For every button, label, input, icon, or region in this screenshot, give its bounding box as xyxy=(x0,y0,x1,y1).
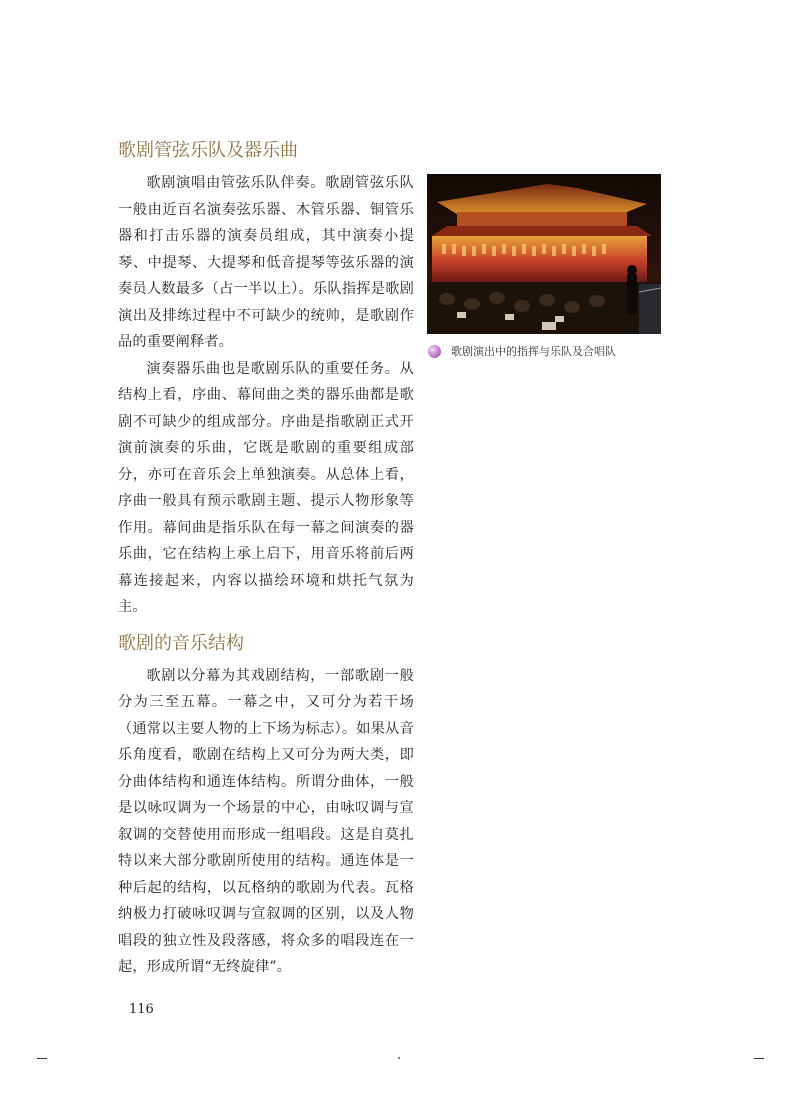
section-heading-orchestra: 歌剧管弦乐队及器乐曲 xyxy=(118,140,298,161)
figure-caption xyxy=(428,343,728,361)
caption-text: 歌剧演出中的指挥与乐队及合唱队 xyxy=(451,345,616,358)
page-number: 116 xyxy=(129,1002,154,1017)
opera-performance-photo xyxy=(427,174,661,334)
caption-bullet-icon xyxy=(428,345,441,358)
paragraph: 歌剧以分幕为其戏剧结构，一部歌剧一般分为三至五幕。一幕之中，又可分为若干场（通常以主要人物的上下场为标志）。如果从音乐角度看，歌剧在结构上又可分为两大类，即分曲体结构和通连体结构。所谓分曲体，一般是以咏叹调为一个场景的中心，由咏叹调与宣叙调的交替使用而形成一组唱段。这是自莫扎特以来大部分歌剧所使用的结构。通连体是一种后起的结构，以瓦格纳的歌剧为代表。瓦格纳极力打破咏叹调与宣叙调的区别，以及人物唱段的独立性及段落感，将众多的唱段连在一起，形成所谓“无终旋律”。 xyxy=(118,667,414,975)
main-text-column xyxy=(118,138,414,981)
section-heading-structure: 歌剧的音乐结构 xyxy=(118,632,244,654)
crop-mark-center xyxy=(398,1057,400,1059)
paragraph: 演奏器乐曲也是歌剧乐队的重要任务。从结构上看，序曲、幕间曲之类的器乐曲都是歌剧不可缺少的组成部分。序曲是指歌剧正式开演前演奏的乐曲，它既是歌剧的重要组成部分，亦可在音乐会上单独演奏。从总体上看，序曲一般具有预示歌剧主题、提示人物形象等作用。幕间曲是指乐队在每一幕之间演奏的器乐曲，它在结构上承上启下，用音乐将前后两幕连接起来，内容以描绘环境和烘托气氛为主。 xyxy=(118,360,414,615)
paragraph: 歌剧演唱由管弦乐队伴奏。歌剧管弦乐队一般由近百名演奏弦乐器、木管乐器、铜管乐器和打击乐器的演奏员组成，其中演奏小提琴、中提琴、大提琴和低音提琴等弦乐器的演奏员人数最多（占一半以上）。乐队指挥是歌剧演出及排练过程中不可缺少的统帅，是歌剧作品的重要阐释者。 xyxy=(118,175,414,350)
crop-mark-left xyxy=(37,1058,47,1059)
crop-mark-right xyxy=(754,1058,764,1059)
